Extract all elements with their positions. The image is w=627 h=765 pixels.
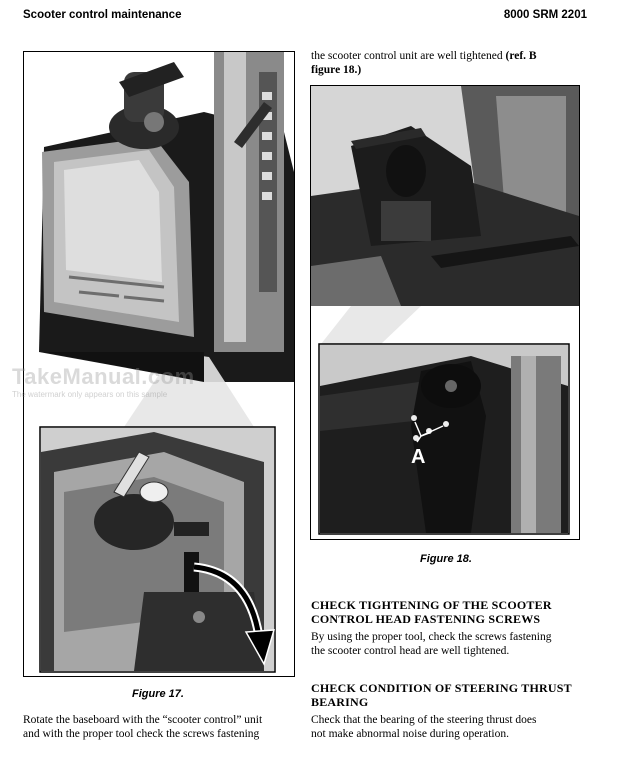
right-intro-line-1 xyxy=(311,49,537,63)
figure-18-callout-a: A xyxy=(411,446,426,468)
figure-18-caption: Figure 18. xyxy=(420,553,472,565)
section-1-body-line-2: the scooter control head are well tightened. xyxy=(311,645,510,657)
section-2-heading-line-2: BEARING xyxy=(311,695,369,709)
watermark-subtitle: The watermark only appears on this sample xyxy=(12,390,168,399)
section-2-heading-line-1: CHECK CONDITION OF STEERING THRUST xyxy=(311,681,572,695)
watermark xyxy=(12,364,195,399)
section-2-body-line-2: not make abnormal noise during operation. xyxy=(311,728,510,740)
figure-17-caption: Figure 17. xyxy=(132,688,184,700)
section-1-heading-line-1: CHECK TIGHTENING OF THE SCOOTER xyxy=(311,598,552,612)
right-intro-text: the scooter control unit are well tightened xyxy=(311,50,506,62)
section-1-heading-line-2: CONTROL HEAD FASTENING SCREWS xyxy=(311,612,541,626)
watermark-title: TakeManual.com xyxy=(12,364,195,389)
section-2-body-line-1: Check that the bearing of the steering thrust does xyxy=(311,714,537,726)
left-paragraph-line-2: and with the proper tool check the screws fastening xyxy=(23,728,260,740)
figure-18-illustration xyxy=(311,86,579,539)
page-header-doc-number: 8000 SRM 2201 xyxy=(503,9,587,21)
left-paragraph-line-1: Rotate the baseboard with the “scooter control” unit xyxy=(23,714,263,726)
section-1-body-line-1: By using the proper tool, check the screws fastening xyxy=(311,631,552,643)
right-intro-ref: (ref. B xyxy=(505,50,537,62)
right-intro-line-2: figure 18.) xyxy=(311,64,362,76)
page-header-title: Scooter control maintenance xyxy=(23,9,182,21)
figure-18-frame xyxy=(310,85,580,540)
